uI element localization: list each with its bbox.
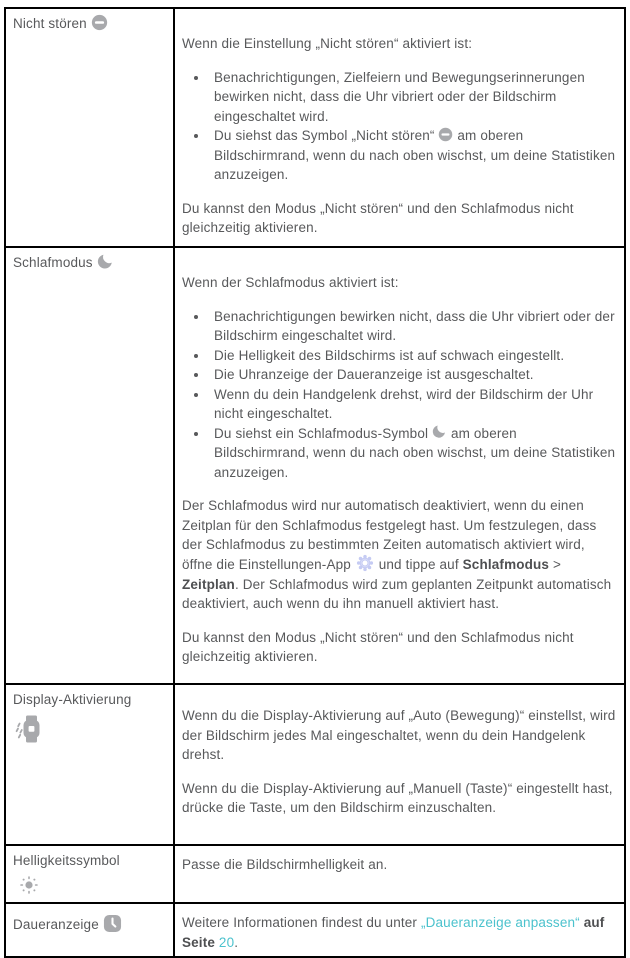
- list-item: [209, 424, 616, 483]
- sleep-outro: Du kannst den Modus „Nicht stören“ und den Schlafmodus nicht gleichzeitig aktivieren.: [182, 629, 574, 665]
- dnd-bullet-list: [182, 68, 616, 185]
- setting-label-sleep-mode: Schlafmodus: [13, 255, 93, 270]
- label-cell-sleep-mode: [5, 247, 174, 684]
- settings-table: [4, 7, 626, 958]
- dnd-outro: Du kannst den Modus „Nicht stören“ und den Schlafmodus nicht gleichzeitig aktivieren.: [182, 200, 574, 235]
- always-on-customize-link[interactable]: „Daueranzeige anpassen“: [420, 915, 580, 930]
- label-cell-screen-wake: [5, 684, 174, 845]
- list-item: [209, 68, 616, 127]
- sleep-bullet-5-post: am oberen Bildschirmrand, wenn du nach oben wischst, um deine Statistiken anzuzeigen.: [214, 425, 616, 480]
- dnd-bullet-1: Benachrichtigungen, Zielfeiern und Bewegungserinnerungen bewirken nicht, dass die Uhr vibriert oder der Bildschirm eingeschaltet wird.: [214, 69, 585, 124]
- do-not-disturb-icon: [438, 127, 453, 142]
- dnd-intro: Wenn die Einstellung „Nicht stören“ aktiviert ist:: [182, 36, 473, 51]
- sleep-schedule-paragraph: [182, 496, 616, 614]
- sleep-mode-moon-icon: [97, 253, 114, 270]
- label-cell-do-not-disturb: [5, 8, 174, 247]
- content-cell-do-not-disturb: [174, 8, 625, 247]
- settings-gear-icon: [355, 553, 375, 573]
- table-row-screen-wake: [5, 684, 625, 845]
- always-on-page-ref-text: auf Seite: [182, 915, 605, 950]
- table-row-always-on: [5, 903, 625, 957]
- list-item: [209, 385, 616, 424]
- label-cell-always-on: [5, 903, 174, 957]
- content-cell-screen-wake: [174, 684, 625, 845]
- sleep-bullet-1: Benachrichtigungen bewirken nicht, dass die Uhr vibriert oder der Bildschirm eingeschaltet wird.: [214, 308, 615, 343]
- brightness-sun-icon: [19, 875, 169, 895]
- always-on-pre-text: Weitere Informationen findest du unter: [182, 915, 421, 930]
- setting-label-do-not-disturb: Nicht stören: [13, 16, 87, 31]
- page-number-link[interactable]: 20: [218, 934, 235, 950]
- sleep-schedule-mid: und tippe auf: [374, 556, 463, 572]
- sleep-bullet-3: Die Uhranzeige der Daueranzeige ist ausgeschaltet.: [214, 367, 534, 382]
- sleep-menu-path-2: Zeitplan: [182, 576, 235, 592]
- dnd-bullet-2-post: am oberen Bildschirmrand, wenn du nach oben wischst, um deine Statistiken anzuzeigen.: [214, 128, 616, 182]
- sleep-bullet-list: [182, 307, 616, 483]
- sleep-bullet-4: Wenn du dein Handgelenk drehst, wird der Bildschirm der Uhr nicht eingeschaltet.: [214, 386, 594, 421]
- content-cell-brightness: [174, 845, 625, 903]
- list-item: [209, 307, 616, 346]
- dnd-bullet-2-pre: Du siehst das Symbol „Nicht stören“: [214, 128, 439, 143]
- label-cell-brightness: [5, 845, 174, 903]
- always-on-end-text: .: [234, 934, 239, 950]
- table-row-sleep-mode: [5, 247, 625, 684]
- sleep-intro: Wenn der Schlafmodus aktiviert ist:: [182, 275, 399, 290]
- brightness-paragraph: Passe die Bildschirmhelligkeit an.: [182, 857, 388, 872]
- screen-wake-paragraph-1: Wenn du die Display-Aktivierung auf „Auto (Bewegung)“ einstellst, wird der Bildschirm jedes Mal eingeschaltet, wenn du dein Handgelenk drehst.: [182, 708, 616, 762]
- setting-label-screen-wake: Display-Aktivierung: [13, 692, 132, 707]
- list-item: [209, 346, 616, 366]
- list-item: [209, 126, 616, 185]
- sleep-bullet-2: Die Helligkeit des Bildschirms ist auf schwach eingestellt.: [214, 347, 565, 363]
- always-on-clock-icon: [103, 914, 122, 933]
- sleep-schedule-end: . Der Schlafmodus wird zum geplanten Zeitpunkt automatisch deaktiviert, auch wenn du ihn manuell aktiviert hast.: [182, 576, 612, 612]
- menu-path-separator: >: [549, 556, 562, 572]
- setting-label-brightness: Helligkeitssymbol: [13, 853, 120, 868]
- sleep-mode-moon-icon: [432, 424, 447, 439]
- sleep-menu-path-1: Schlafmodus: [462, 556, 550, 572]
- sleep-bullet-5-pre: Du siehst ein Schlafmodus-Symbol: [214, 425, 433, 441]
- do-not-disturb-icon: [91, 14, 108, 31]
- table-row-brightness: [5, 845, 625, 903]
- content-cell-sleep-mode: [174, 247, 625, 684]
- screen-wake-paragraph-2: Wenn du die Display-Aktivierung auf „Manuell (Taste)“ eingestellt hast, drücke die Taste, um den Bildschirm einzuschalten.: [182, 780, 613, 815]
- sleep-schedule-pre: Der Schlafmodus wird nur automatisch deaktiviert, wenn du einen Zeitplan für den Schlafmodus festgelegt hast. Um festzulegen, dass der Schlafmodus zu bestimmten Zeiten automatisch aktiviert wird, öffne die Einstellungen-App: [182, 498, 597, 572]
- table-row-do-not-disturb: [5, 8, 625, 247]
- screen-wake-watch-icon: [15, 714, 169, 744]
- setting-label-always-on: Daueranzeige: [13, 917, 99, 932]
- content-cell-always-on: [174, 903, 625, 957]
- always-on-paragraph: [182, 913, 616, 952]
- list-item: [209, 365, 616, 385]
